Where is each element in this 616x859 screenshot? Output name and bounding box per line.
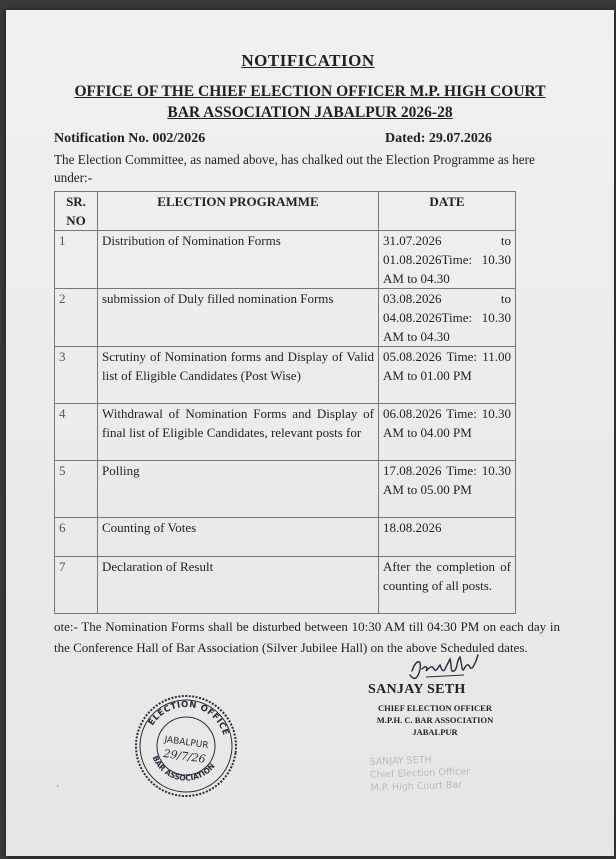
- row-sr: 5: [55, 461, 98, 518]
- notification-date: Dated: 29.07.2026: [385, 131, 492, 146]
- row-sr: 2: [55, 289, 98, 347]
- header-programme: ELECTION PROGRAMME: [98, 192, 379, 231]
- faint-impression: [369, 752, 470, 794]
- table-header-row: [55, 192, 516, 231]
- row-programme: Declaration of Result: [98, 557, 379, 614]
- signatory-title-line-3: JABALPUR: [412, 727, 458, 737]
- signatory-title: [360, 702, 510, 738]
- stamp-ring-bottom: BAR ASSOCIATION: [150, 754, 217, 783]
- official-stamp: [133, 693, 239, 799]
- stamp-center: JABALPUR: [163, 734, 210, 752]
- table-row: [55, 231, 516, 289]
- table-row: [55, 347, 516, 404]
- row-sr: 1: [55, 231, 98, 289]
- office-heading: [40, 81, 580, 123]
- office-line-1: OFFICE OF THE CHIEF ELECTION OFFICER M.P. HIGH COURT: [74, 83, 546, 100]
- table-row: [55, 404, 516, 461]
- row-sr: 6: [55, 518, 98, 557]
- stamp-date: 29/7/26: [162, 747, 207, 766]
- header-date: DATE: [379, 192, 516, 231]
- row-date: 05.08.2026 Time: 11.00 AM to 01.00 PM: [379, 347, 516, 404]
- row-programme: Distribution of Nomination Forms: [98, 231, 379, 289]
- row-sr: 4: [55, 404, 98, 461]
- svg-text:ELECTION OFFICE: [146, 694, 234, 738]
- election-programme-table: [54, 191, 516, 614]
- row-programme: Withdrawal of Nomination Forms and Display of final list of Eligible Candidates, relevant posts for: [98, 404, 379, 461]
- notification-title: NOTIFICATION: [241, 51, 375, 70]
- notification-number: Notification No. 002/2026: [54, 131, 206, 146]
- row-date: 31.07.2026 to 01.08.2026Time: 10.30 AM to 04.30: [379, 231, 516, 289]
- signatory-name: SANJAY SETH: [368, 682, 466, 697]
- pen-mark: ˴: [56, 780, 60, 791]
- table-row: [55, 557, 516, 614]
- row-date: 06.08.2026 Time: 10.30 AM to 04.00 PM: [379, 404, 516, 461]
- signatory-title-line-1: CHIEF ELECTION OFFICER: [378, 703, 492, 713]
- row-programme: Scrutiny of Nomination forms and Display of Valid list of Eligible Candidates (Post Wise): [98, 347, 379, 404]
- intro-text: The Election Committee, as named above, has chalked out the Election Programme as here under:-: [54, 152, 535, 185]
- row-date: 17.08.2026 Time: 10.30 AM to 05.00 PM: [379, 461, 516, 518]
- faint-line-1: SANJAY SETH: [369, 754, 432, 768]
- row-date: 18.08.2026: [379, 518, 516, 557]
- stamp-ring-top: ELECTION OFFICE: [146, 699, 231, 737]
- signatory-title-line-2: M.P.H. C. BAR ASSOCIATION: [376, 715, 494, 725]
- row-sr: 3: [55, 347, 98, 404]
- header-sr-no: SR. NO: [55, 192, 98, 231]
- table-row: [55, 518, 516, 557]
- row-date: After the completion of counting of all posts.: [379, 557, 516, 614]
- row-programme: submission of Duly filled nomination Forms: [98, 289, 379, 347]
- faint-line-2: Chief Election Officer: [369, 766, 471, 781]
- row-date: 03.08.2026 to 04.08.2026Time: 10.30 AM to 04.30: [379, 289, 516, 347]
- handwritten-signature: [406, 651, 486, 683]
- table-row: [55, 461, 516, 518]
- office-line-2: BAR ASSOCIATION JABALPUR 2026-28: [167, 104, 453, 121]
- row-sr: 7: [55, 557, 98, 614]
- row-programme: Counting of Votes: [98, 518, 379, 557]
- row-programme: Polling: [98, 461, 379, 518]
- note-text: ote:- The Nomination Forms shall be disturbed between 10:30 AM till 04:30 PM on each day in the Conference Hall of Bar Association (Silver Jubilee Hall) on the above Scheduled dates.: [54, 619, 560, 655]
- table-row: [55, 289, 516, 347]
- faint-line-3: M.P. High Court Bar: [370, 779, 463, 794]
